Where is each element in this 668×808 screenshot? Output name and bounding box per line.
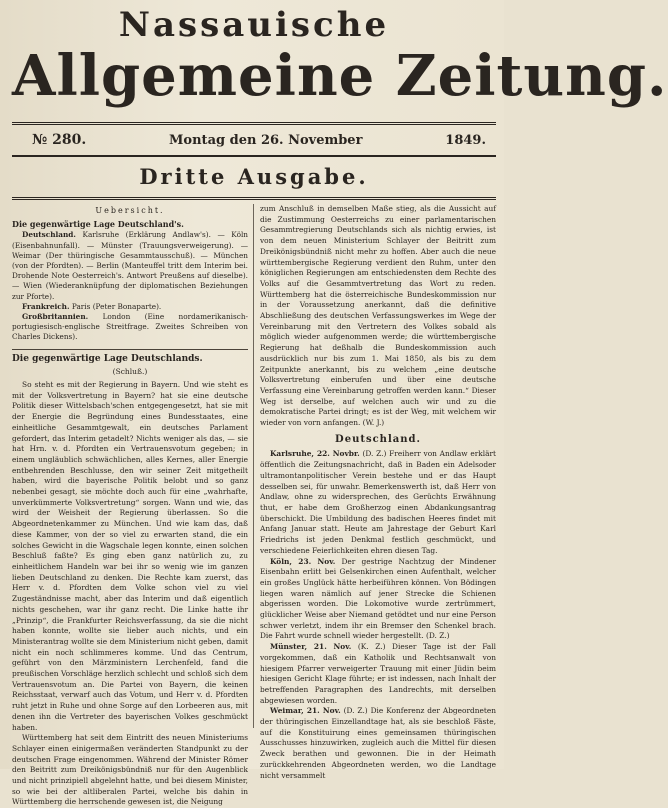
news-source: (D. Z.) xyxy=(343,706,368,716)
overview-item-place: Großbritannien. xyxy=(22,312,89,322)
issue-year: 1849. xyxy=(445,132,486,148)
news-text: Die Konferenz der Abgeordneten der thüringischen Einzellandtage hat, als sie beschloß Fäste, auf die Konstituirung eines gemeinsamen thüringischen Ausschusses hinzuwirken, zugleich auch die Mittel für diesen Zweck berathen und gewonnen. Die in der Heimath zurückkehrenden Abgeordneten werden, wo die Landtage nicht versammelt xyxy=(260,706,496,780)
overview-item-place: Deutschland. xyxy=(22,230,76,240)
news-source: (D. Z.) xyxy=(362,449,387,459)
overview-title: Die gegenwärtige Lage Deutschland's. xyxy=(12,218,184,229)
news-item xyxy=(260,642,496,706)
news-item xyxy=(260,449,496,556)
overview-item-text: Karlsruhe (Erklärung Andlaw's). — Köln (Eisenbahnunfall). — Münster (Trauungsverweigerung). — Weimar (Der thüringische Gesammtausschuß). — München (von der Pfordten). — Berlin (Manteuffel tritt dem Interim bei. Drohende Note Oesterreich's. Antwort Preußens auf dieselbe). — Wien (Wiederanknüpfung der diplomatischen Beziehungen zur Pforte). xyxy=(12,230,248,301)
overview-heading: Uebersicht. xyxy=(95,206,165,215)
overview-item-text: London (Eine nordamerikanisch-portugiesisch-englische Streitfrage. Zweites Schreiben von Charles Dickens). xyxy=(12,312,248,342)
news-item xyxy=(260,706,496,781)
news-text: Dieser Tage ist der Fall vorgekommen, daß ein Katholik und Rechtsanwalt von hiesigem Pfarrer verweigerter Trauung mit einer Jüdin beim hiesigen Gericht Klage führte; er ist indessen, nach Inhalt der betreffenden Paragraphen des Landrechts, mit derselben abgewiesen worden. xyxy=(260,642,496,705)
news-item xyxy=(260,557,496,643)
overview-item xyxy=(12,302,248,312)
edition-rule xyxy=(12,197,496,200)
masthead-line-1: Nassauische xyxy=(118,5,390,45)
section-divider xyxy=(12,349,248,350)
news-dateline: Karlsruhe, 22. Novbr. xyxy=(270,449,360,459)
masthead-line-2: Allgemeine Zeitung. xyxy=(12,43,668,109)
columns xyxy=(12,204,496,807)
news-dateline: Münster, 21. Nov. xyxy=(270,642,352,652)
news-dateline: Weimar, 21. Nov. xyxy=(270,706,341,716)
news-source: (K. Z.) xyxy=(357,642,386,652)
news-dateline: Köln, 23. Nov. xyxy=(270,556,336,566)
news-text: Der gestrige Nachtzug der Mindener Eisenbahn erlitt bei Gelsenkirchen einen Aufenthalt, welcher ein großes Unglück hätte herbeiführen können. Von Bödingen liegen waren nämlich auf jener Strecke die Schienen abgerissen worden. Die Lokomotive wurde zertrümmert, glücklicher Weise aber Niemand getödtet und nur eine Person schwer verletzt, indem ihr ein Bremser den Schenkel brach. Die Fahrt wurde schnell wieder hergestellt. (D. Z.) xyxy=(260,556,496,641)
article-subtitle: (Schluß.) xyxy=(112,367,148,377)
article-continuation: zum Anschluß in demselben Maße stieg, als die Aussicht auf die Zustimmung Oesterreichs zu einer parlamentarischen Gesammtregierung Deutschlands sich als nichtig erwies, ist von dem neuen Ministerium Schlayer der Beitritt zum Dreikönigsbündniß nicht mehr zu hoffen. Aber auch die neue württembergische Regierung verdient den Ruhm, unter den königlichen Regierungen am entschiedensten dem Rechte des Volks auf die Gesammtvertretung das Wort zu reden. Württemberg hat die österreichische Bundeskommission nur in der Voraussetzung anerkannt, daß die definitive Abschließung des deutschen Verfassungswerkes im Wege der Vereinbarung mit den Vertretern des Volkes sobald als möglich wieder aufgenommen werde; die württembergische Regierung hat deßhalb die Bundeskommission auch ausdrücklich nur bis zum 1. Mai 1850, als bis zu dem Zeitpunkte anerkannt, bis zu welchem „eine deutsche Volksvertretung einberufen und über eine deutsche Verfassung eine Vereinbarung getroffen werden kann.“ Dieser Weg ist derselbe, auf welchen auch wir und zu die demokratische Partei dringt; es ist der Weg, mit welchem wir wieder von vorn anfangen. (W. J.) xyxy=(260,204,496,428)
dateline xyxy=(12,125,496,155)
right-column xyxy=(260,204,496,780)
overview-item xyxy=(12,230,248,301)
overview-item-place: Frankreich. xyxy=(22,301,70,311)
overview-item xyxy=(12,312,248,343)
article-title: Die gegenwärtige Lage Deutschlands. xyxy=(12,353,203,364)
news-text: Freiherr von Andlaw erklärt öffentlich die Zeitungsnachricht, daß in Baden ein Adelsoder ultramontanpolitischer Verein bestehe und er das Haupt desselben sei, für unwahr. Bemerkenswerth ist, daß Herr von Andlaw, ohne zu widersprechen, des Gerüchts Erwähnung thut, er habe dem Großherzog einen Abdankungsantrag überschickt. Die Umbildung des badischen Heeres findet mit Anfang Januar statt. Heute am Jahrestage der Geburt Karl Friedrichs ist jeden Denkmal festlich geschmückt, und verschiedene Feierlichkeiten ehren diesen Tag. xyxy=(260,449,496,555)
edition-title: Dritte Ausgabe. xyxy=(139,164,369,189)
left-column xyxy=(12,204,254,807)
overview-item-text: Paris (Peter Bonaparte). xyxy=(71,301,162,311)
issue-date: Montag den 26. November xyxy=(169,132,363,148)
article-paragraph: Württemberg hat seit dem Eintritt des neuen Ministeriums Schlayer einen einigermaßen veränderten Standpunkt zu der deutschen Frage eingenommen. Während der Minister Römer den Beitritt zum Dreikönigsbündniß nur für den Augenblick und nicht prinzipiell abgelehnt hatte, und bei diesem Minister, so wie bei der altliberalen Partei, welche bis dahin in Württemberg die herrschende gewesen ist, die Neigung xyxy=(12,733,248,807)
issue-number: № 280. xyxy=(32,132,87,148)
news-section-heading: Deutschland. xyxy=(335,433,421,445)
article-paragraph: So steht es mit der Regierung in Bayern. Und wie steht es mit der Volksvertretung in Bayern? hat sie eine deutsche Politik dieser Wittelsbach'schen entgegengesetzt, hat sie mit der Energie die Begründung eines Bundesstaates, eine einheitliche Gesammtgewalt, ein deutsches Parlament gefordert, das Interim getadelt? Nichts weniger als das, — sie hat Hrn. v. d. Pfordten ein Vertrauensvotum gegeben; in einem ungläublich schwächlichen, alles Kernes, aller Energie entbehrenden Beschlusse, den wir seiner Zeit mitgetheilt haben, wird die bayerische Politik belobt und so ganz nebenbei gesagt, sie möchte doch auch für eine „wahrhafte, unverkümmerte Volksvertretung“ sorgen. Wann und wie, das wird der Weisheit der Regierung überlassen. So die Abgeordnetenkammer zu München. Und wie kam das, daß diese Kammer, von der so viel zu erwarten stand, die ein solches Gewicht in die Wagschale legen konnte, einen solchen Beschluß faßte? Es ging eben ganz natürlich zu, zu einheitlichem Handeln war bei ihr so wenig wie im ganzen lieben Deutschland zu denken. Die Rechte kam zuerst, das Herr v. d. Pfordten dem Volke schon viel zu viel Zugeständnisse macht, aber das Interim und daß eigentlich nichts geschehen, war ihr ganz recht. Die Linke hatte ihr „Prinzip“, die Frankfurter Reichsverfassung, da sie die nicht haben konnte, wollte sie lieber auch nichts, und ein Ministerantrag wollte sie dem Ministerium nicht geben, damit nicht ein noch schlimmeres komme. Und das Centrum, geführt von den Märzministern Lerchenfeld, fand die preußischen Vorschläge herzlich schlecht und schloß sich dem Vertrauensvotum an. Die Partei von Bayern, die keinen Reichsstaat, verwarf auch das Votum, und Herr v. d. Pfordten ruht jetzt in Ruhe und ohne Sorge auf den Lorbeeren aus, mit denen ihn die Vertreter des bayerischen Volkes geschmückt haben. xyxy=(12,380,248,732)
